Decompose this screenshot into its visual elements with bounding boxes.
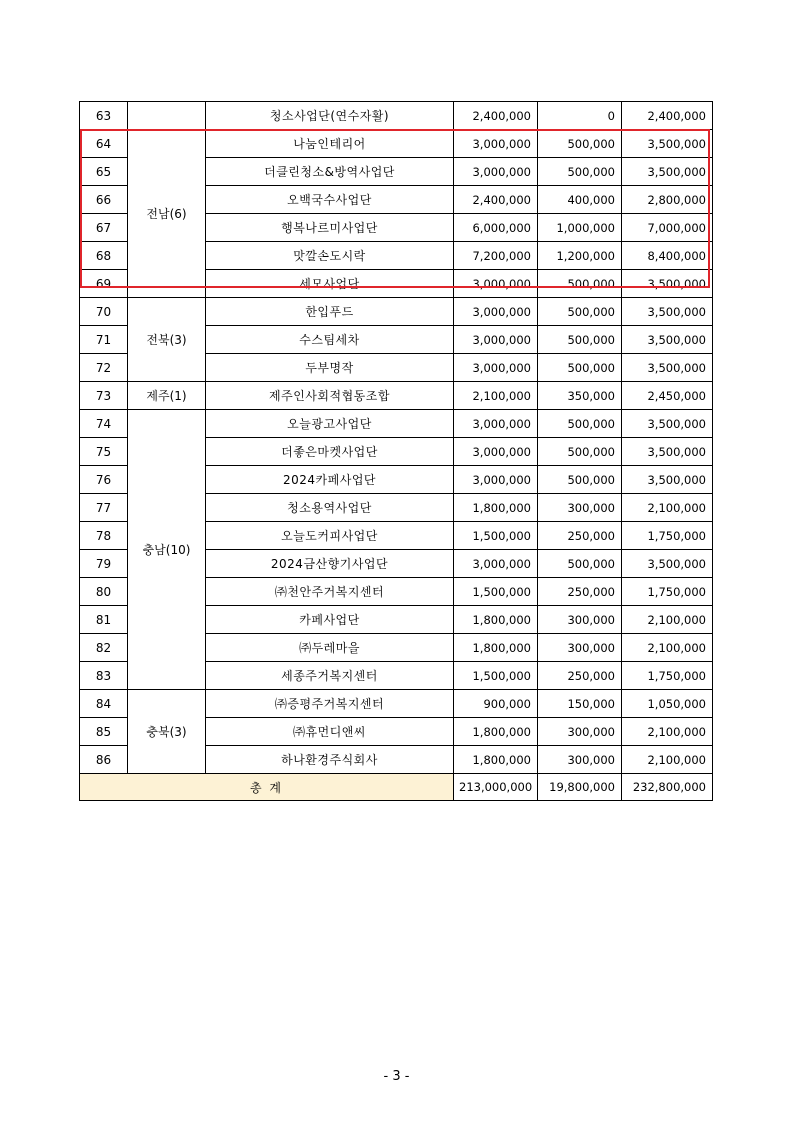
region-cell: 전남(6) xyxy=(128,130,206,298)
gov-amount: 6,000,000 xyxy=(454,214,538,242)
self-amount: 1,200,000 xyxy=(538,242,622,270)
total-amount: 1,750,000 xyxy=(622,578,713,606)
business-name: 오늘도커피사업단 xyxy=(206,522,454,550)
total-amount: 2,100,000 xyxy=(622,718,713,746)
total-amount: 2,100,000 xyxy=(622,494,713,522)
row-number: 65 xyxy=(80,158,128,186)
business-name: ㈜천안주거복지센터 xyxy=(206,578,454,606)
gov-amount: 2,400,000 xyxy=(454,102,538,130)
region-cell: 제주(1) xyxy=(128,382,206,410)
total-amount: 3,500,000 xyxy=(622,354,713,382)
business-name: 더클린청소&방역사업단 xyxy=(206,158,454,186)
self-amount: 250,000 xyxy=(538,578,622,606)
row-number: 79 xyxy=(80,550,128,578)
total-amount: 1,750,000 xyxy=(622,522,713,550)
gov-amount: 1,800,000 xyxy=(454,494,538,522)
self-amount: 1,000,000 xyxy=(538,214,622,242)
total-amount: 7,000,000 xyxy=(622,214,713,242)
row-number: 73 xyxy=(80,382,128,410)
row-number: 84 xyxy=(80,690,128,718)
business-name: 청소사업단(연수자활) xyxy=(206,102,454,130)
row-number: 74 xyxy=(80,410,128,438)
total-amount: 3,500,000 xyxy=(622,326,713,354)
total-label: 총 계 xyxy=(80,774,454,801)
business-name: 두부명작 xyxy=(206,354,454,382)
self-amount: 150,000 xyxy=(538,690,622,718)
total-amount: 3,500,000 xyxy=(622,130,713,158)
gov-amount: 3,000,000 xyxy=(454,410,538,438)
page-number: - 3 - xyxy=(383,1069,410,1084)
table-row xyxy=(80,130,713,158)
table-row xyxy=(80,298,713,326)
self-amount: 500,000 xyxy=(538,158,622,186)
region-cell: 충남(10) xyxy=(128,410,206,690)
business-name: 오늘광고사업단 xyxy=(206,410,454,438)
total-amount: 3,500,000 xyxy=(622,550,713,578)
gov-amount: 3,000,000 xyxy=(454,326,538,354)
business-name: 청소용역사업단 xyxy=(206,494,454,522)
region-cell xyxy=(128,102,206,130)
table-row xyxy=(80,410,713,438)
row-number: 66 xyxy=(80,186,128,214)
gov-amount: 7,200,000 xyxy=(454,242,538,270)
self-amount: 500,000 xyxy=(538,270,622,298)
total-amount: 2,400,000 xyxy=(622,102,713,130)
gov-amount: 1,800,000 xyxy=(454,746,538,774)
row-number: 71 xyxy=(80,326,128,354)
self-amount: 250,000 xyxy=(538,522,622,550)
gov-amount: 3,000,000 xyxy=(454,438,538,466)
total-amount: 8,400,000 xyxy=(622,242,713,270)
row-number: 80 xyxy=(80,578,128,606)
business-name: 2024카페사업단 xyxy=(206,466,454,494)
row-number: 82 xyxy=(80,634,128,662)
business-name: 나눔인테리어 xyxy=(206,130,454,158)
self-amount: 300,000 xyxy=(538,494,622,522)
gov-amount: 900,000 xyxy=(454,690,538,718)
business-name: ㈜증평주거복지센터 xyxy=(206,690,454,718)
row-number: 86 xyxy=(80,746,128,774)
total-amount: 2,800,000 xyxy=(622,186,713,214)
row-number: 83 xyxy=(80,662,128,690)
gov-amount: 3,000,000 xyxy=(454,130,538,158)
row-number: 78 xyxy=(80,522,128,550)
row-number: 63 xyxy=(80,102,128,130)
self-amount: 350,000 xyxy=(538,382,622,410)
total-amount: 3,500,000 xyxy=(622,158,713,186)
total-amount: 3,500,000 xyxy=(622,270,713,298)
business-name: ㈜두레마을 xyxy=(206,634,454,662)
gov-amount: 2,400,000 xyxy=(454,186,538,214)
self-amount: 300,000 xyxy=(538,606,622,634)
business-name: 하나환경주식회사 xyxy=(206,746,454,774)
funding-table xyxy=(79,101,713,801)
self-amount: 250,000 xyxy=(538,662,622,690)
business-name: 한입푸드 xyxy=(206,298,454,326)
row-number: 77 xyxy=(80,494,128,522)
table-row xyxy=(80,382,713,410)
row-number: 70 xyxy=(80,298,128,326)
row-number: 72 xyxy=(80,354,128,382)
gov-amount: 1,500,000 xyxy=(454,522,538,550)
self-amount: 300,000 xyxy=(538,746,622,774)
gov-amount: 1,500,000 xyxy=(454,578,538,606)
total-amount: 3,500,000 xyxy=(622,410,713,438)
business-name: 행복나르미사업단 xyxy=(206,214,454,242)
row-number: 75 xyxy=(80,438,128,466)
total-sum-amount: 232,800,000 xyxy=(622,774,713,801)
self-amount: 500,000 xyxy=(538,130,622,158)
funding-table-body xyxy=(80,102,713,801)
self-amount: 500,000 xyxy=(538,410,622,438)
self-amount: 500,000 xyxy=(538,298,622,326)
gov-amount: 1,800,000 xyxy=(454,606,538,634)
total-amount: 2,100,000 xyxy=(622,634,713,662)
self-amount: 500,000 xyxy=(538,550,622,578)
business-name: 수스팀세차 xyxy=(206,326,454,354)
business-name: 제주인사회적협동조합 xyxy=(206,382,454,410)
gov-amount: 3,000,000 xyxy=(454,298,538,326)
total-row xyxy=(80,774,713,801)
business-name: 맛깔손도시락 xyxy=(206,242,454,270)
total-amount: 3,500,000 xyxy=(622,438,713,466)
business-name: 세종주거복지센터 xyxy=(206,662,454,690)
gov-amount: 2,100,000 xyxy=(454,382,538,410)
self-amount: 300,000 xyxy=(538,634,622,662)
self-amount: 500,000 xyxy=(538,354,622,382)
row-number: 76 xyxy=(80,466,128,494)
row-number: 69 xyxy=(80,270,128,298)
total-amount: 1,750,000 xyxy=(622,662,713,690)
total-amount: 2,450,000 xyxy=(622,382,713,410)
gov-amount: 1,800,000 xyxy=(454,634,538,662)
region-cell: 충북(3) xyxy=(128,690,206,774)
row-number: 81 xyxy=(80,606,128,634)
self-amount: 500,000 xyxy=(538,326,622,354)
self-amount: 500,000 xyxy=(538,438,622,466)
business-name: 카페사업단 xyxy=(206,606,454,634)
self-amount: 300,000 xyxy=(538,718,622,746)
gov-amount: 1,800,000 xyxy=(454,718,538,746)
table-row xyxy=(80,102,713,130)
business-name: 세모사업단 xyxy=(206,270,454,298)
row-number: 68 xyxy=(80,242,128,270)
self-amount: 500,000 xyxy=(538,466,622,494)
row-number: 64 xyxy=(80,130,128,158)
total-amount: 2,100,000 xyxy=(622,606,713,634)
region-cell: 전북(3) xyxy=(128,298,206,382)
total-amount: 3,500,000 xyxy=(622,298,713,326)
gov-amount: 3,000,000 xyxy=(454,550,538,578)
business-name: 더좋은마켓사업단 xyxy=(206,438,454,466)
total-amount: 3,500,000 xyxy=(622,466,713,494)
self-amount: 0 xyxy=(538,102,622,130)
business-name: ㈜휴먼디앤씨 xyxy=(206,718,454,746)
row-number: 85 xyxy=(80,718,128,746)
gov-amount: 3,000,000 xyxy=(454,466,538,494)
gov-amount: 3,000,000 xyxy=(454,270,538,298)
gov-amount: 1,500,000 xyxy=(454,662,538,690)
row-number: 67 xyxy=(80,214,128,242)
gov-amount: 3,000,000 xyxy=(454,158,538,186)
table-row xyxy=(80,690,713,718)
gov-amount: 3,000,000 xyxy=(454,354,538,382)
total-self-amount: 19,800,000 xyxy=(538,774,622,801)
business-name: 오백국수사업단 xyxy=(206,186,454,214)
business-name: 2024금산향기사업단 xyxy=(206,550,454,578)
total-amount: 2,100,000 xyxy=(622,746,713,774)
self-amount: 400,000 xyxy=(538,186,622,214)
total-gov-amount: 213,000,000 xyxy=(454,774,538,801)
total-amount: 1,050,000 xyxy=(622,690,713,718)
